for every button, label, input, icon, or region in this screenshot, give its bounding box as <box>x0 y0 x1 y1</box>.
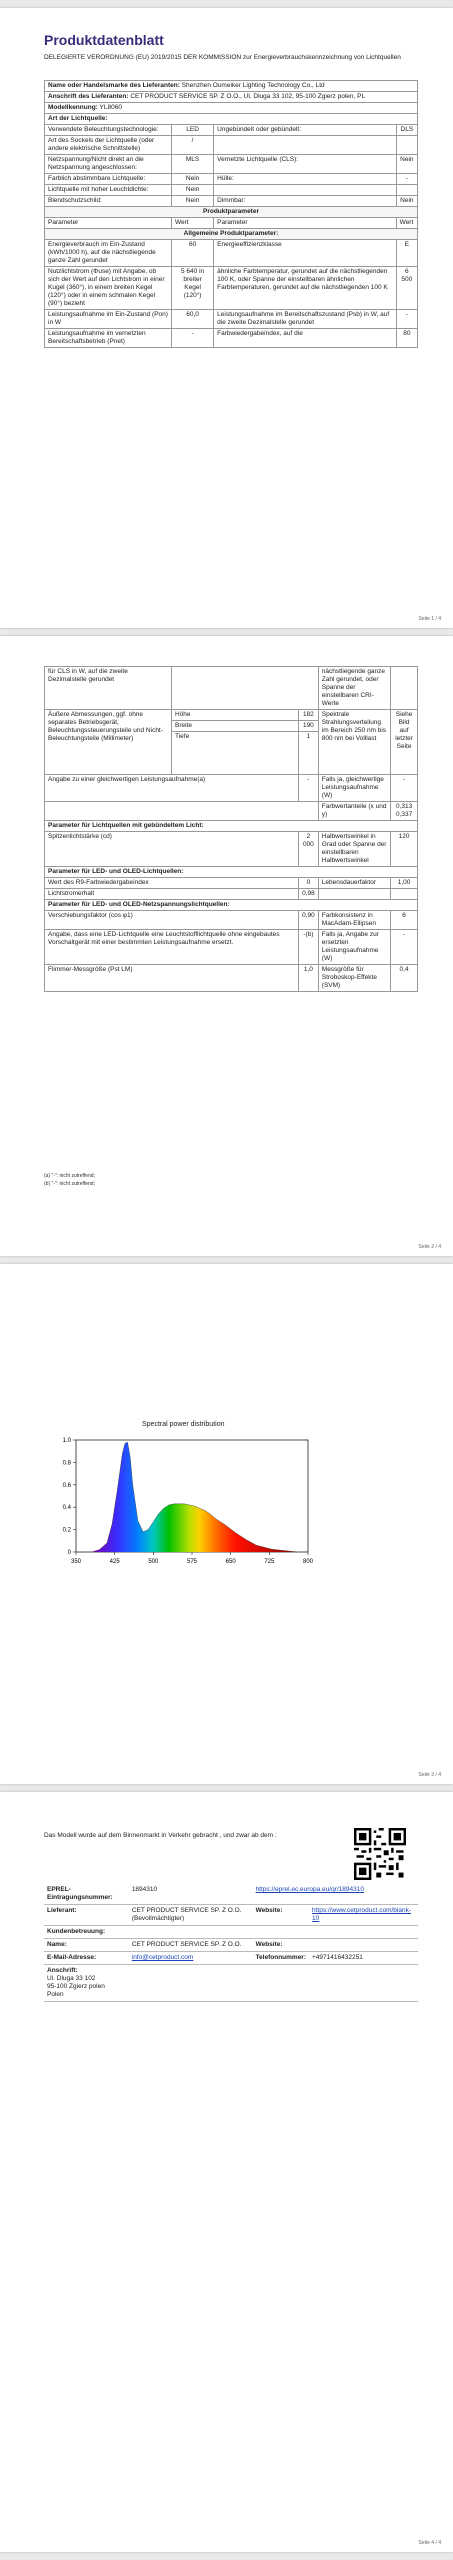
table-row <box>44 1939 418 1952</box>
table-cell: Verwendete Beleuchtungstechnologie: <box>45 125 172 136</box>
table-cell: Name: <box>44 1939 129 1952</box>
table-row <box>45 125 418 136</box>
table-cell: Halbwertswinkel in Grad oder Spanne der einstellbaren Halbwertswinkel <box>318 832 390 867</box>
table-cell: Website: <box>253 1905 309 1926</box>
table-cell: DLS <box>396 125 417 136</box>
y-tick-label: 0.2 <box>62 1527 71 1534</box>
x-tick-label: 800 <box>302 1559 314 1565</box>
table-cell: 1 <box>299 732 319 775</box>
table-cell: 1,0 <box>299 965 319 992</box>
y-tick-label: 0.4 <box>62 1505 71 1512</box>
page-1 <box>0 8 453 628</box>
table-cell: E <box>396 240 417 267</box>
table-cell: Hülle: <box>214 174 397 185</box>
table-row <box>44 1952 418 1965</box>
table-cell: - <box>396 310 417 329</box>
footnote-b: (b) "-": nicht zutreffend; <box>44 1181 95 1187</box>
table-cell: für CLS in W, auf die zweite Dezimalstelle gerundet <box>45 667 172 710</box>
eprel-link[interactable]: https://eprel.ec.europa.eu/qr/1894310 <box>255 1886 364 1893</box>
table-cell: Blendschutzschild: <box>45 196 172 207</box>
table-cell: Leistungsaufnahme im Bereitschaftszustand (Psb) in W, auf die zweite Dezimalstelle gerundet <box>214 310 397 329</box>
table-cell: Nutzlichtstrom (Φuse) mit Angabe, ob sich der Wert auf den Lichtstrom in einer Kugel (360°), in einem breiten Kegel (120°) oder in einem schmalen Kegel (90°) bezieht <box>45 267 172 310</box>
table-cell <box>396 136 417 155</box>
table-cell: Siehe Bild auf letzter Seite <box>391 710 418 775</box>
table-cell: 190 <box>299 721 319 732</box>
x-tick-label: 650 <box>225 1559 236 1565</box>
section-header: Allgemeine Produktparameter: <box>45 229 418 240</box>
table-cell <box>214 136 397 155</box>
address-label: Anschrift des Lieferanten: <box>48 93 129 100</box>
table-cell: / <box>172 136 214 155</box>
table-cell: Energieeffizienzklasse <box>214 240 397 267</box>
table-cell: Falls ja, gleichwertige Leistungsaufnahme (W) <box>318 775 390 802</box>
table-cell: 6 <box>391 911 418 930</box>
y-tick-label: 0 <box>67 1550 71 1556</box>
table-cell: Ungebündelt oder gebündelt: <box>214 125 397 136</box>
table-row <box>44 1926 418 1939</box>
chart-title: Spectral power distribution <box>142 1421 225 1428</box>
table-cell: Flimmer-Messgröße (Pst LM) <box>45 965 299 992</box>
table-cell: Anschrift: Ul. Dluga 33 102 95-100 Zgierz polen Polen <box>44 1965 418 2002</box>
table-row <box>45 310 418 329</box>
table-cell: Falls ja, Angabe zur ersetzten Leistungsaufnahme (W) <box>318 930 390 965</box>
table-cell: Angabe zu einer gleichwertigen Leistungsaufnahme(a) <box>45 775 299 802</box>
x-tick-label: 500 <box>148 1559 159 1565</box>
table-cell: Art des Sockels der Lichtquelle (oder andere elektrische Schnittstelle) <box>45 136 172 155</box>
table-row <box>45 196 418 207</box>
table-cell: Farbwiedergabeindex, auf die <box>214 329 397 348</box>
model-label: Modellkennung: <box>48 104 98 111</box>
table-cell: Leistungsaufnahme im vernetzten Bereitschaftsbetrieb (Pnet) <box>45 329 172 348</box>
table-cell: Leistungsaufnahme im Ein-Zustand (Pon) in W <box>45 310 172 329</box>
table-cell: Kundenbetreuung: <box>44 1926 418 1939</box>
y-tick-label: 0.6 <box>62 1482 71 1489</box>
table-cell <box>391 667 418 710</box>
product-table-continued <box>44 666 418 992</box>
x-tick-label: 425 <box>109 1559 120 1565</box>
table-cell: -(b) <box>299 930 319 965</box>
table-cell: 1894310 <box>129 1884 253 1905</box>
y-tick-label: 1.0 <box>62 1438 71 1444</box>
table-cell: Lichtquelle mit hoher Leuchtdichte: <box>45 185 172 196</box>
table-cell: +4971416432251 <box>309 1952 418 1965</box>
table-cell: - <box>299 775 319 802</box>
table-row <box>45 174 418 185</box>
table-cell: - <box>391 775 418 802</box>
table-cell: 0,4 <box>391 965 418 992</box>
table-cell: E-Mail-Adresse: <box>44 1952 129 1965</box>
table-cell: Angabe, dass eine LED-Lichtquelle eine Leuchtstofflichtquelle ohne eingebautes Vorschaltgerät mit einer bestimmten Leistungsaufnahme ersetzt. <box>45 930 299 965</box>
table-cell: Nein <box>396 196 417 207</box>
page-number: Seite 1 / 4 <box>418 616 441 622</box>
table-cell <box>45 92 418 103</box>
table-cell: 60,0 <box>172 310 214 329</box>
table-row <box>45 930 418 965</box>
table-cell <box>309 1905 418 1926</box>
table-row <box>45 667 418 710</box>
table-cell: Messgröße für Stroboskop-Effekte (SVM) <box>318 965 390 992</box>
table-cell: EPREL-Eintragungsnummer: <box>44 1884 129 1905</box>
y-tick-label: 0.8 <box>62 1460 71 1467</box>
table-cell <box>45 103 418 114</box>
page-number: Seite 2 / 4 <box>418 1244 441 1250</box>
table-cell: Tiefe <box>172 732 299 775</box>
manufacturer-label: Name oder Handelsmarke des Lieferanten: <box>48 82 180 89</box>
table-row <box>45 911 418 930</box>
page-number: Seite 4 / 4 <box>418 2540 441 2546</box>
section-header: Parameter für LED- und OLED-Netzspannungslichtquellen: <box>45 900 418 911</box>
table-cell: Lieferant: <box>44 1905 129 1926</box>
column-headers <box>45 218 418 229</box>
table-row <box>45 832 418 867</box>
table-row <box>45 710 418 721</box>
table-cell: Lebensdauerfaktor <box>318 878 390 889</box>
footnote-a: (a) "-": nicht zutreffend; <box>44 1173 95 1179</box>
table-cell: MLS <box>172 155 214 174</box>
table-row <box>45 775 418 802</box>
table-cell: Website: <box>253 1939 309 1952</box>
table-row <box>44 1905 418 1926</box>
table-cell: Dimmbar: <box>214 196 397 207</box>
email-link[interactable]: info@cetproduct.com <box>131 1954 194 1961</box>
table-cell: Farbwertanteile (x und y) <box>318 802 390 821</box>
table-row <box>45 155 418 174</box>
product-table <box>44 80 418 348</box>
table-cell <box>309 1939 418 1952</box>
table-cell: Netzspannung/Nicht direkt an die Netzspannung angeschlossen: <box>45 155 172 174</box>
table-cell: Wert des R9-Farbwiedergabeindex <box>45 878 299 889</box>
table-cell: CET PRODUCT SERVICE SP. Z O.O. (Bevollmächtigter) <box>129 1905 253 1926</box>
table-cell: 0,90 <box>299 911 319 930</box>
table-cell: Höhe <box>172 710 299 721</box>
table-cell <box>45 802 319 821</box>
table-cell: Nein <box>172 174 214 185</box>
table-cell <box>318 889 390 900</box>
table-cell: 1,00 <box>391 878 418 889</box>
section-header: Parameter für LED- und OLED-Lichtquellen: <box>45 867 418 878</box>
table-cell: Nein <box>396 155 417 174</box>
table-cell: 6 500 <box>396 267 417 310</box>
table-cell: Vernetzte Lichtquelle (CLS): <box>214 155 397 174</box>
table-cell: - <box>396 174 417 185</box>
table-cell: Farbkonsistenz in MacAdam-Ellipsen <box>318 911 390 930</box>
table-cell: Parameter <box>214 218 397 229</box>
table-cell: Telefonnummer: <box>253 1952 309 1965</box>
table-cell: 5 640 in breiter Kegel (120°) <box>172 267 214 310</box>
table-cell <box>214 185 397 196</box>
table-cell: - <box>172 329 214 348</box>
table-cell: 120 <box>391 832 418 867</box>
table-cell: Farblich abstimmbare Lichtquelle: <box>45 174 172 185</box>
table-row <box>45 802 418 821</box>
page-number: Seite 3 / 4 <box>418 1772 441 1778</box>
table-cell: Breite <box>172 721 299 732</box>
table-cell: Spitzenlichtstärke (cd) <box>45 832 299 867</box>
table-cell: LED <box>172 125 214 136</box>
market-date-text: Das Modell wurde auf dem Binnenmarkt in Verkehr gebracht , und zwar ab dem : <box>44 1832 277 1839</box>
manufacturer-value: Shenzhen Oumeiker Lighting Technology Co., Ltd <box>181 82 325 89</box>
table-cell: Spektrale Strahlungsverteilung im Bereich 250 nm bis 800 nm bei Volllast <box>318 710 390 775</box>
table-row <box>45 965 418 992</box>
table-cell <box>396 185 417 196</box>
table-cell: 0,98 <box>299 889 319 900</box>
table-cell: 2 000 <box>299 832 319 867</box>
section-header: Parameter für Lichtquellen mit gebündeltem Licht: <box>45 821 418 832</box>
table-row <box>45 889 418 900</box>
table-cell: Nein <box>172 196 214 207</box>
table-cell <box>45 81 418 92</box>
table-cell: Nein <box>172 185 214 196</box>
table-cell: 0 <box>299 878 319 889</box>
document-title: Produktdatenblatt <box>44 32 164 48</box>
model-value: YL8060 <box>99 104 122 111</box>
table-cell <box>129 1952 253 1965</box>
regulation-text: DELEGIERTE VERORDNUNG (EU) 2019/2015 DER KOMMISSION zur Energieverbrauchskennzeichnung von Lichtquellen <box>44 54 401 61</box>
section-header: Produktparameter <box>45 207 418 218</box>
contact-table <box>44 1884 418 2002</box>
table-cell <box>391 889 418 900</box>
table-row <box>44 1965 418 2002</box>
table-cell: nächstliegende ganze Zahl gerundet, oder Spanne der einstellbaren CRI-Werte <box>318 667 390 710</box>
website-link[interactable]: https://www.cetproduct.com/blank-10 <box>312 1907 412 1922</box>
table-cell: Lichtstromerhalt <box>45 889 299 900</box>
table-cell: Parameter <box>45 218 172 229</box>
type-label: Art der Lichtquelle: <box>45 114 418 125</box>
table-row <box>45 240 418 267</box>
table-cell: Verschiebungsfaktor (cos φ1) <box>45 911 299 930</box>
table-row <box>45 267 418 310</box>
table-cell: - <box>391 930 418 965</box>
table-cell: 182 <box>299 710 319 721</box>
x-tick-label: 575 <box>186 1559 198 1565</box>
table-row <box>44 1884 418 1905</box>
table-row <box>45 185 418 196</box>
table-cell: Wert <box>396 218 417 229</box>
table-cell: ähnliche Farbtemperatur, gerundet auf die nächstliegenden 100 K, oder Spanne der einstellbaren ähnlichen Farbtemperaturen, gerundet auf die nächstliegenden 100 K <box>214 267 397 310</box>
page-2 <box>0 636 453 1256</box>
table-row <box>45 136 418 155</box>
spectral-chart <box>56 1434 320 1572</box>
table-cell: Energieverbrauch im Ein-Zustand (kWh/1000 h), auf die nächstliegende ganze Zahl gerundet <box>45 240 172 267</box>
table-cell <box>253 1884 418 1905</box>
table-cell: CET PRODUCT SERVICE SP. Z O.O. <box>129 1939 253 1952</box>
x-tick-label: 725 <box>264 1559 275 1565</box>
table-row <box>45 329 418 348</box>
dimensions-label: Äußere Abmessungen, ggf. ohne separates Betriebsgerät, Beleuchtungssteuerungsteile und Nicht-Beleuchtungsteile (Millimeter) <box>45 710 172 775</box>
table-cell: 60 <box>172 240 214 267</box>
table-cell: 80 <box>396 329 417 348</box>
qr-code-icon[interactable] <box>354 1828 406 1880</box>
address-value: CET PRODUCT SERVICE SP. Z O.O., Ul. Dluga 33 102, 95-100 Zgierz polen, PL <box>130 93 366 100</box>
table-cell: Wert <box>172 218 214 229</box>
table-row <box>45 878 418 889</box>
table-cell: 0,313 0,337 <box>391 802 418 821</box>
table-cell <box>172 667 319 710</box>
x-tick-label: 350 <box>70 1559 82 1565</box>
